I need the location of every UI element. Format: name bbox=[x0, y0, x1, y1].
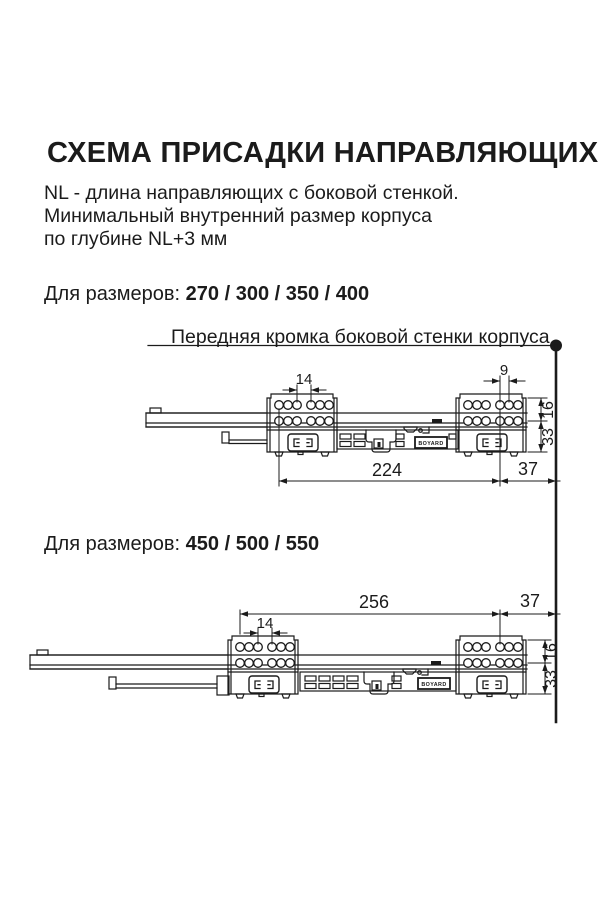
description-line-2: Минимальный внутренний размер корпуса bbox=[44, 205, 432, 227]
dim-9 bbox=[484, 362, 525, 402]
slide-drawing-1 bbox=[146, 362, 560, 486]
svg-text:14: 14 bbox=[256, 615, 274, 632]
brand-logo-box bbox=[418, 678, 450, 689]
slide-mechanism bbox=[300, 661, 456, 694]
rear-bracket bbox=[267, 394, 337, 456]
svg-text:256: 256 bbox=[358, 592, 390, 612]
svg-text:14: 14 bbox=[295, 371, 313, 388]
description-line-1: NL - длина направляющих с боковой стенкой. bbox=[44, 182, 459, 204]
rear-bracket bbox=[228, 636, 298, 698]
front-bracket bbox=[456, 636, 526, 698]
svg-text:224: 224 bbox=[371, 460, 403, 480]
svg-text:33: 33 bbox=[540, 428, 557, 446]
svg-text:9: 9 bbox=[499, 362, 509, 379]
sizes-values-2: 450 / 500 / 550 bbox=[185, 533, 320, 555]
page-title: СХЕМА ПРИСАДКИ НАПРАВЛЯЮЩИХ bbox=[47, 137, 599, 169]
dash-detail bbox=[432, 419, 442, 423]
sizes-prefix-2: Для размеров: bbox=[44, 533, 181, 555]
front-bracket bbox=[456, 394, 526, 456]
dim-14 bbox=[244, 615, 287, 644]
rail-connector bbox=[217, 676, 229, 695]
brand-logo-text: BOYARD bbox=[421, 682, 447, 688]
brand-logo-text: BOYARD bbox=[418, 441, 444, 447]
sizes-values-1: 270 / 300 / 350 / 400 bbox=[185, 283, 370, 305]
front-edge-label: Передняя кромка боковой стенки корпуса bbox=[171, 326, 550, 348]
svg-text:37: 37 bbox=[519, 591, 541, 611]
description-line-3: по глубине NL+3 мм bbox=[44, 228, 228, 250]
svg-text:16: 16 bbox=[543, 643, 560, 661]
dash-detail bbox=[431, 661, 441, 665]
brand-logo-box bbox=[415, 437, 447, 448]
slide-drawing-2 bbox=[30, 591, 560, 698]
dim-16-33 bbox=[528, 398, 557, 452]
svg-text:37: 37 bbox=[517, 459, 539, 479]
slide-mechanism bbox=[337, 419, 458, 452]
svg-text:33: 33 bbox=[543, 670, 560, 688]
svg-text:16: 16 bbox=[540, 401, 557, 419]
dim-14 bbox=[283, 371, 326, 402]
sizes-prefix-1: Для размеров: bbox=[44, 283, 181, 305]
